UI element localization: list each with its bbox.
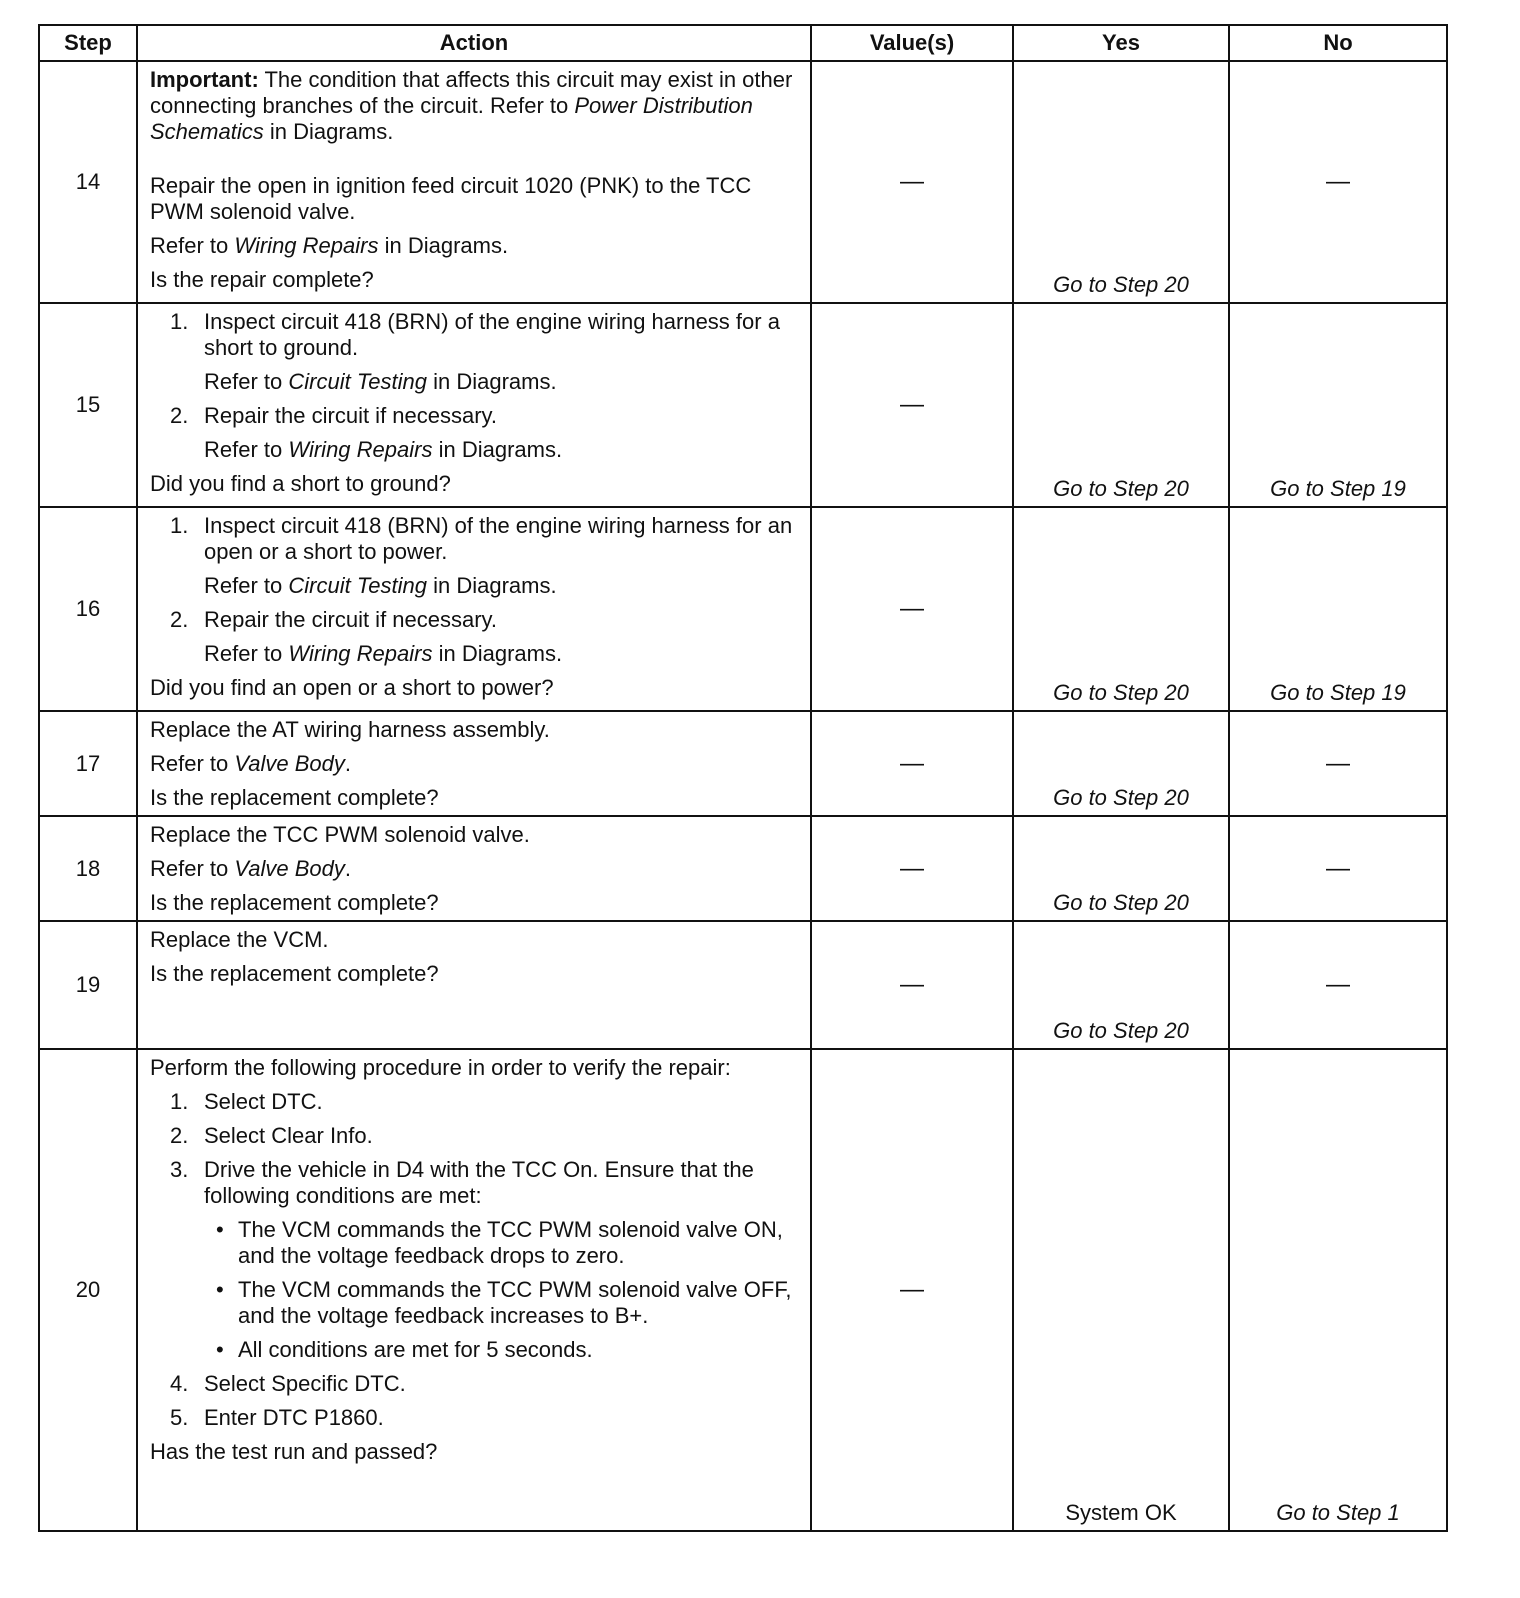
no-cell <box>1229 711 1447 816</box>
numbered-item: 2. Select Clear Info. <box>170 1123 373 1148</box>
question: Is the replacement complete? <box>150 890 439 915</box>
yes-cell <box>1013 1049 1229 1531</box>
refer-line: Refer to Valve Body. <box>150 856 351 881</box>
yes-answer: Go to Step 20 <box>1053 890 1189 915</box>
instruction: Replace the AT wiring harness assembly. <box>150 717 550 742</box>
value-cell: — <box>811 303 1013 507</box>
value-cell: — <box>811 921 1013 1049</box>
value-cell: — <box>811 1049 1013 1531</box>
numbered-item: 5. Enter DTC P1860. <box>170 1405 384 1430</box>
refer-line: Refer to Valve Body. <box>150 751 351 776</box>
table-row-step-14 <box>39 61 1447 303</box>
no-cell <box>1229 507 1447 711</box>
no-cell <box>1229 303 1447 507</box>
yes-cell <box>1013 711 1229 816</box>
yes-answer: Go to Step 20 <box>1053 1018 1189 1043</box>
step-number: 17 <box>39 711 137 816</box>
table-row-step-17 <box>39 711 1447 816</box>
bullet-item: • All conditions are met for 5 seconds. <box>204 1337 800 1363</box>
action-cell <box>137 816 811 921</box>
no-answer: — <box>1326 854 1350 882</box>
refer-line: Refer to Wiring Repairs in Diagrams. <box>204 641 563 666</box>
no-answer: Go to Step 19 <box>1270 680 1406 705</box>
step-number: 19 <box>39 921 137 1049</box>
header-action: Action <box>137 25 811 61</box>
instruction: Replace the VCM. <box>150 927 329 952</box>
intro-text: Perform the following procedure in order to verify the repair: <box>150 1055 731 1080</box>
value-cell: — <box>811 816 1013 921</box>
header-yes: Yes <box>1013 25 1229 61</box>
numbered-item: 2. Repair the circuit if necessary. <box>170 403 498 428</box>
no-cell <box>1229 816 1447 921</box>
question: Did you find an open or a short to power? <box>150 675 554 700</box>
numbered-item: 4. Select Specific DTC. <box>170 1371 406 1396</box>
question: Is the repair complete? <box>150 267 374 292</box>
question: Has the test run and passed? <box>150 1439 438 1464</box>
refer-line: Refer to Wiring Repairs in Diagrams. <box>204 437 563 462</box>
action-cell <box>137 711 811 816</box>
yes-answer: Go to Step 20 <box>1053 272 1189 297</box>
numbered-item: 2. Repair the circuit if necessary. <box>170 607 498 632</box>
table-row-step-16 <box>39 507 1447 711</box>
refer-line: Refer to Circuit Testing in Diagrams. <box>204 573 557 598</box>
diagnostic-table <box>38 24 1448 1532</box>
refer-line: Refer to Circuit Testing in Diagrams. <box>204 369 557 394</box>
step-number: 14 <box>39 61 137 303</box>
yes-cell <box>1013 303 1229 507</box>
yes-cell <box>1013 61 1229 303</box>
question: Is the replacement complete? <box>150 961 439 986</box>
numbered-item: 1. Inspect circuit 418 (BRN) of the engine wiring harness for a short to ground. <box>170 309 780 360</box>
table-row-step-19 <box>39 921 1447 1049</box>
action-cell <box>137 61 811 303</box>
important-note: Important: The condition that affects this circuit may exist in other connecting branches of the circuit. Refer to Power Distribution Schematics in Diagrams. <box>150 67 793 144</box>
header-row <box>39 25 1447 61</box>
yes-answer: Go to Step 20 <box>1053 785 1189 810</box>
table-row-step-20 <box>39 1049 1447 1531</box>
yes-cell <box>1013 816 1229 921</box>
refer-line: Refer to Wiring Repairs in Diagrams. <box>150 233 509 258</box>
no-cell <box>1229 61 1447 303</box>
question: Is the replacement complete? <box>150 785 439 810</box>
bullet-item: • The VCM commands the TCC PWM solenoid valve ON, and the voltage feedback drops to zero. <box>204 1217 800 1269</box>
numbered-item: 1. Select DTC. <box>170 1089 323 1114</box>
bullet-icon: • <box>216 1337 224 1362</box>
value-cell: — <box>811 61 1013 303</box>
action-cell <box>137 921 811 1049</box>
no-answer: — <box>1326 971 1350 998</box>
repair-instruction: Repair the open in ignition feed circuit 1020 (PNK) to the TCC PWM solenoid valve. <box>150 173 752 224</box>
no-answer: Go to Step 1 <box>1276 1500 1400 1525</box>
yes-cell <box>1013 921 1229 1049</box>
bullet-item: • The VCM commands the TCC PWM solenoid valve OFF, and the voltage feedback increases to B+. <box>204 1277 800 1329</box>
step-number: 20 <box>39 1049 137 1531</box>
important-label: Important: <box>150 67 259 92</box>
header-values: Value(s) <box>811 25 1013 61</box>
yes-answer: System OK <box>1065 1500 1177 1525</box>
value-cell: — <box>811 711 1013 816</box>
instruction: Replace the TCC PWM solenoid valve. <box>150 822 530 847</box>
yes-cell <box>1013 507 1229 711</box>
table-row-step-18 <box>39 816 1447 921</box>
no-answer: Go to Step 19 <box>1270 476 1406 501</box>
bullet-icon: • <box>216 1277 224 1302</box>
value-cell: — <box>811 507 1013 711</box>
yes-answer: Go to Step 20 <box>1053 680 1189 705</box>
header-no: No <box>1229 25 1447 61</box>
step-number: 16 <box>39 507 137 711</box>
header-step: Step <box>39 25 137 61</box>
action-cell <box>137 1049 811 1531</box>
bullet-icon: • <box>216 1217 224 1242</box>
no-answer: — <box>1326 749 1350 777</box>
yes-answer: Go to Step 20 <box>1053 476 1189 501</box>
no-answer: — <box>1326 168 1350 195</box>
question: Did you find a short to ground? <box>150 471 451 496</box>
no-cell <box>1229 921 1447 1049</box>
step-number: 18 <box>39 816 137 921</box>
action-cell <box>137 303 811 507</box>
action-cell <box>137 507 811 711</box>
numbered-item: 3. Drive the vehicle in D4 with the TCC On. Ensure that the following conditions are met: <box>170 1157 754 1208</box>
no-cell <box>1229 1049 1447 1531</box>
step-number: 15 <box>39 303 137 507</box>
table-row-step-15 <box>39 303 1447 507</box>
numbered-item: 1. Inspect circuit 418 (BRN) of the engine wiring harness for an open or a short to power. <box>170 513 793 564</box>
